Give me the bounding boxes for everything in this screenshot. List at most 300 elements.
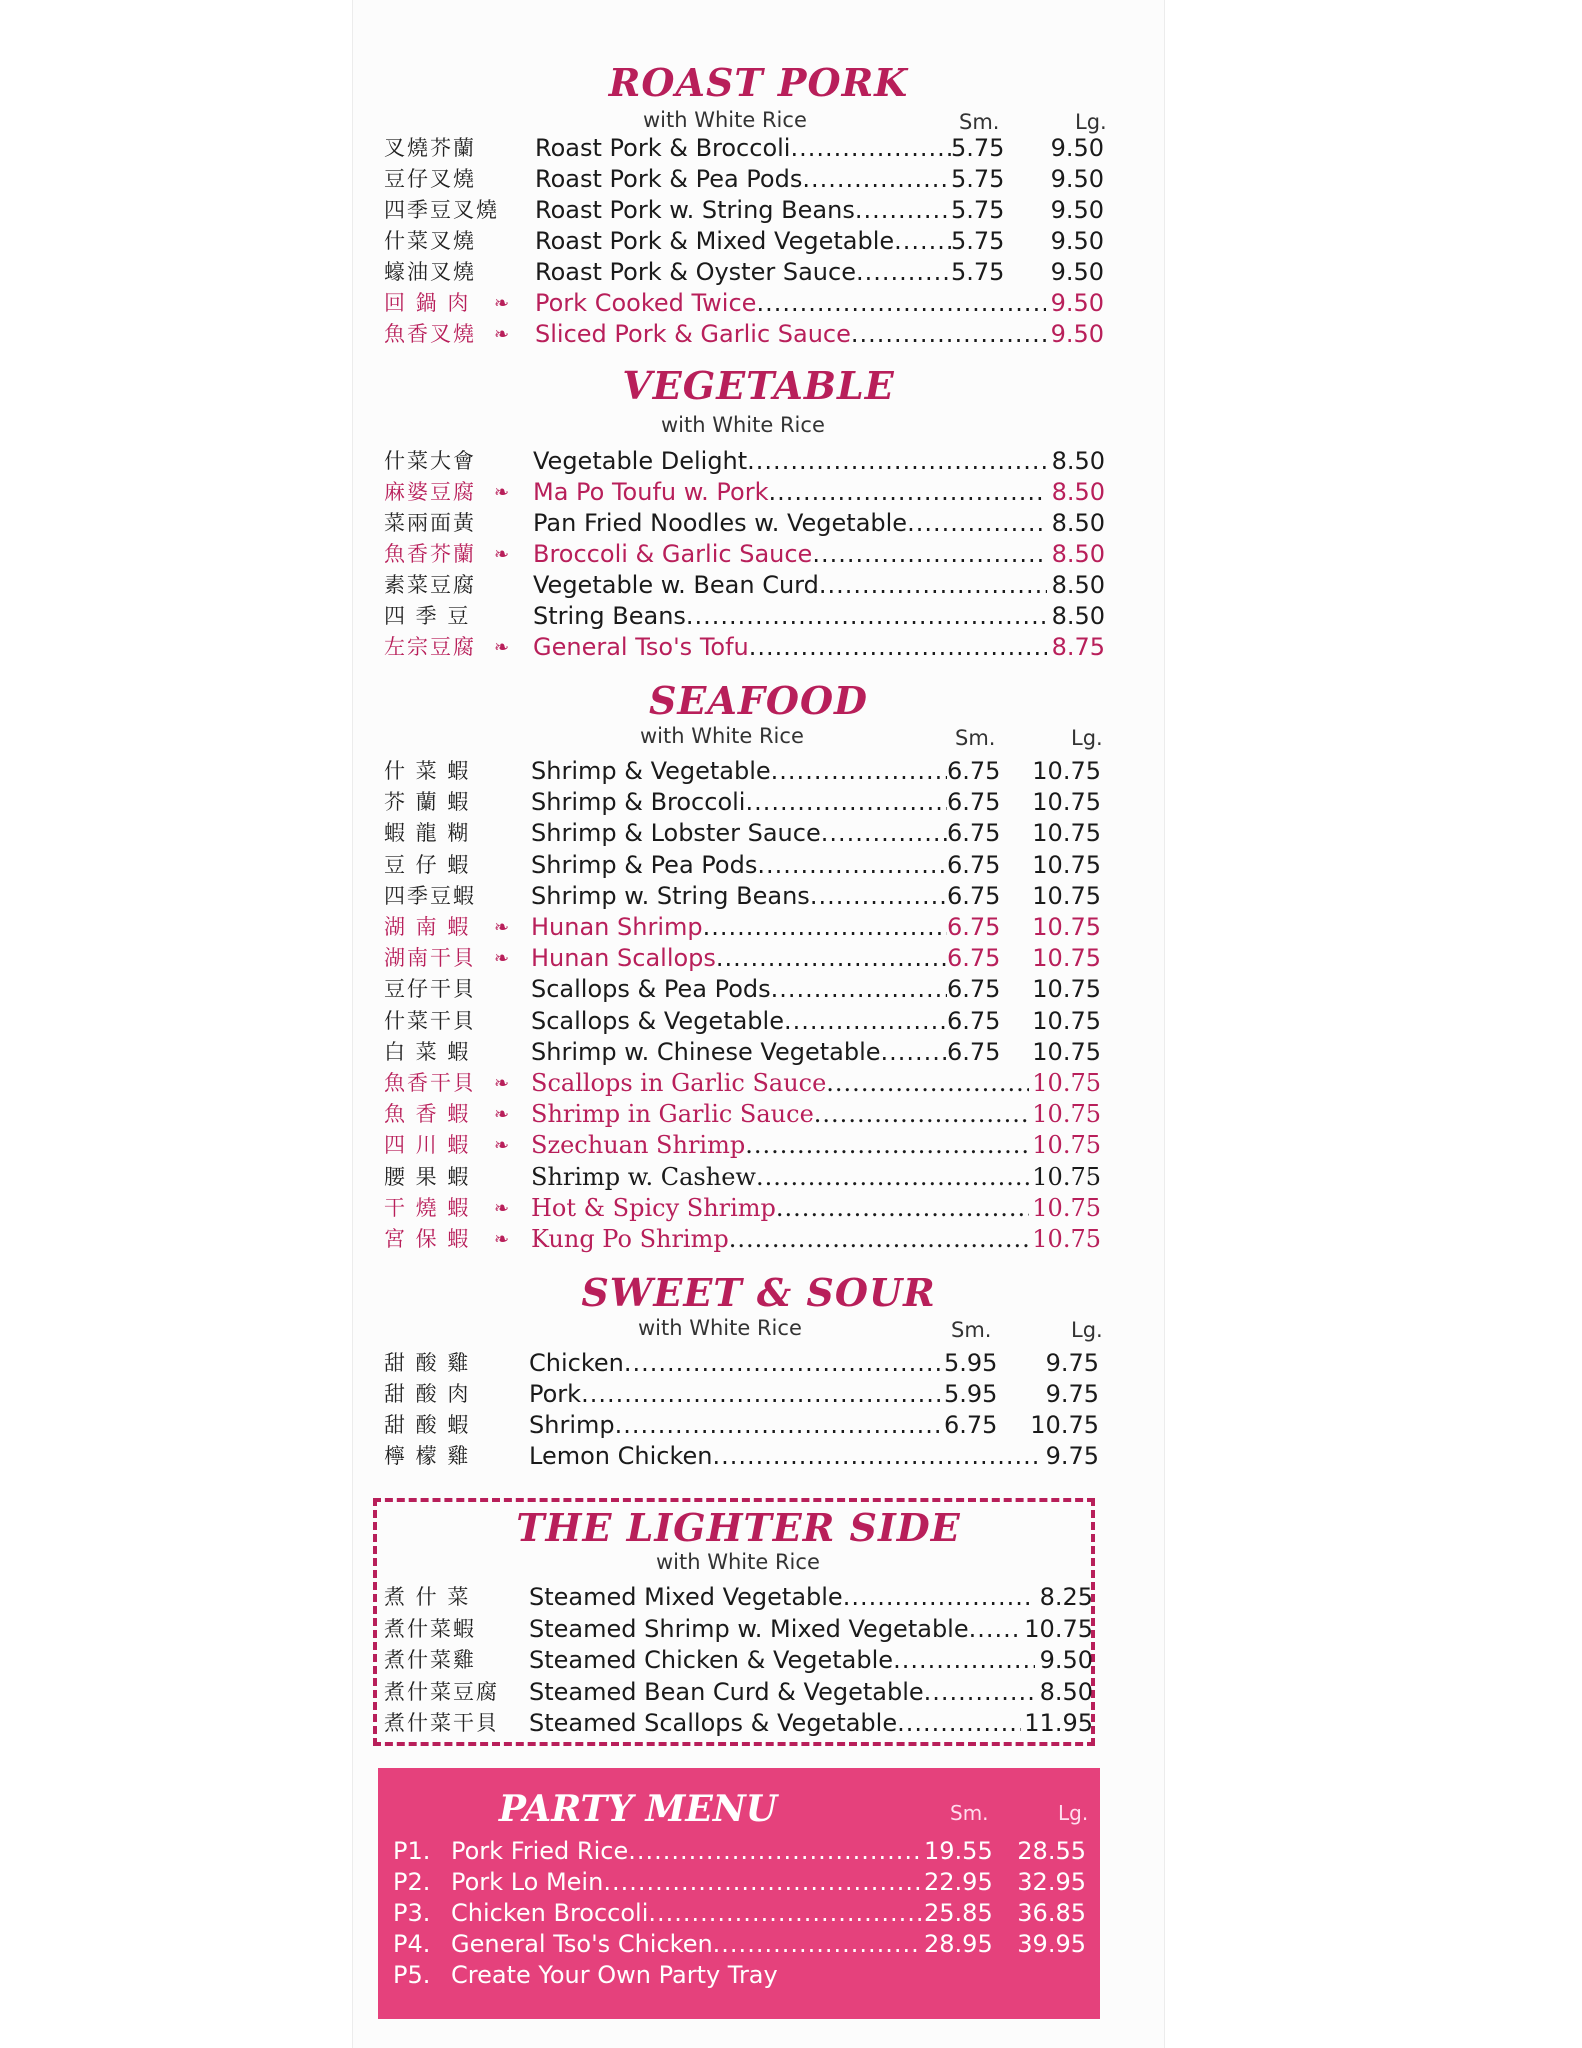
price-large: 10.75 <box>1032 881 1101 910</box>
item-name: Pork Cooked Twice <box>535 289 757 317</box>
dot-leader <box>686 601 1047 632</box>
col-header-sm: Sm. <box>955 726 996 750</box>
item-leader <box>533 601 1047 632</box>
chinese-name: 豆仔叉燒 <box>384 167 476 191</box>
price-large: 9.50 <box>1050 134 1104 162</box>
item-name: Sliced Pork & Garlic Sauce <box>535 320 851 348</box>
chinese-name: 魚香干貝 <box>384 1071 476 1095</box>
price-small: 5.75 <box>951 134 1005 162</box>
dot-leader <box>771 756 947 787</box>
menu-item-row <box>353 1130 1164 1161</box>
dot-leader <box>745 787 947 818</box>
dot-leader <box>881 1037 947 1068</box>
item-name: Hot & Spicy Shrimp <box>531 1193 776 1222</box>
item-leader <box>531 850 947 881</box>
price-small: 28.95 <box>924 1930 993 1958</box>
dot-leader <box>769 477 1048 508</box>
menu-item-row <box>353 632 1164 663</box>
price-small: 6.75 <box>944 1411 998 1439</box>
chinese-name: 煮什菜蝦 <box>384 1616 476 1641</box>
chinese-name: 素菜豆腐 <box>384 573 476 597</box>
item-leader <box>529 1645 1035 1676</box>
section-subtitle: with White Rice <box>640 724 804 748</box>
dot-leader <box>819 570 1047 601</box>
price-small: 6.75 <box>947 788 1001 817</box>
dot-leader <box>581 1379 944 1410</box>
menu-item-row <box>353 164 1164 195</box>
chinese-name: 豆 仔 蝦 <box>384 852 471 877</box>
price-small: 5.75 <box>951 258 1005 286</box>
dot-leader <box>747 446 1047 477</box>
item-leader <box>529 1677 1035 1708</box>
item-name: Scallops & Pea Pods <box>531 975 771 1004</box>
chinese-name: 四季豆叉燒 <box>384 198 499 222</box>
pepper-icon: ❧ <box>494 1104 510 1126</box>
chinese-name: 四 季 豆 <box>384 604 471 628</box>
price: 8.50 <box>1051 602 1105 630</box>
item-leader <box>531 912 947 943</box>
item-leader <box>531 974 947 1005</box>
chinese-name: 什菜叉燒 <box>384 229 476 253</box>
dot-leader <box>703 912 947 943</box>
menu-item-row <box>353 943 1164 974</box>
menu-item-row <box>353 1224 1164 1255</box>
dot-leader <box>821 818 947 849</box>
menu-item-row <box>353 226 1164 257</box>
menu-item-row <box>353 570 1164 601</box>
price-large: 10.75 <box>1032 1162 1101 1191</box>
price-small: 6.75 <box>947 913 1001 941</box>
section-subtitle: with White Rice <box>638 1316 802 1340</box>
col-header-lg: Lg. <box>1071 1318 1103 1342</box>
item-name: Shrimp & Pea Pods <box>531 850 758 879</box>
price-large: 9.50 <box>1050 227 1104 255</box>
menu-item-row <box>353 195 1164 226</box>
dot-leader <box>851 319 1046 350</box>
dot-leader <box>624 1348 944 1379</box>
price: 10.75 <box>1024 1614 1093 1643</box>
chinese-name: 什菜大會 <box>384 449 476 473</box>
section-title: THE LIGHTER SIDE <box>516 1505 961 1550</box>
chinese-name: 叉燒芥蘭 <box>384 136 476 160</box>
price: 8.50 <box>1051 571 1105 599</box>
item-leader <box>535 164 951 195</box>
price: 8.50 <box>1051 509 1105 537</box>
pepper-icon: ❧ <box>494 482 510 503</box>
chinese-name: 甜 酸 雞 <box>384 1351 471 1375</box>
menu-item-row <box>353 756 1164 787</box>
menu-item-row <box>353 1068 1164 1099</box>
item-leader <box>451 1929 921 1960</box>
item-name: Hunan Scallops <box>531 944 716 973</box>
price: 8.25 <box>1039 1583 1093 1611</box>
dot-leader <box>615 1410 944 1441</box>
item-name: Broccoli & Garlic Sauce <box>533 540 813 568</box>
price-small: 6.75 <box>947 757 1001 785</box>
dot-leader <box>894 226 951 257</box>
item-name: Shrimp w. Cashew <box>531 1162 756 1191</box>
item-name: Roast Pork & Broccoli <box>535 134 791 162</box>
item-leader <box>531 1162 1029 1193</box>
chinese-name: 煮什菜雞 <box>384 1648 476 1672</box>
menu-item-row <box>353 1193 1164 1224</box>
item-leader <box>533 632 1047 663</box>
item-name: Kung Po Shrimp <box>531 1225 729 1253</box>
price-large: 10.75 <box>1032 1100 1101 1129</box>
chinese-name: 左宗豆腐 <box>384 635 476 659</box>
dot-leader <box>784 1006 947 1037</box>
chinese-name: 甜 酸 蝦 <box>384 1413 471 1437</box>
item-leader <box>451 1960 1011 1991</box>
menu-item-row <box>353 539 1164 570</box>
dot-leader <box>628 1836 921 1867</box>
dot-leader <box>712 1441 1041 1472</box>
menu-item-row <box>353 288 1164 319</box>
price: 8.50 <box>1039 1677 1093 1706</box>
price: 8.50 <box>1051 540 1105 568</box>
party-item-row <box>378 1929 1100 1960</box>
price-large: 10.75 <box>1032 1037 1101 1066</box>
item-name: Hunan Shrimp <box>531 913 703 941</box>
item-name: Pan Fried Noodles w. Vegetable <box>533 509 908 537</box>
item-leader <box>451 1867 921 1898</box>
price-small: 5.95 <box>944 1380 998 1408</box>
price-large: 9.50 <box>1050 258 1104 286</box>
price-large: 36.85 <box>1017 1899 1086 1927</box>
price-small: 6.75 <box>947 850 1001 879</box>
price-large: 9.50 <box>1050 165 1104 193</box>
menu-item-row <box>353 1162 1164 1193</box>
price-large: 28.55 <box>1017 1837 1086 1865</box>
chinese-name: 魚 香 蝦 <box>384 1102 471 1127</box>
price-small: 5.95 <box>944 1349 998 1377</box>
party-item-number: P3. <box>393 1899 431 1927</box>
section-title: ROAST PORK <box>608 60 909 105</box>
chinese-name: 宮 保 蝦 <box>384 1227 471 1251</box>
item-name: Scallops in Garlic Sauce <box>531 1069 827 1097</box>
menu-item-row <box>353 974 1164 1005</box>
party-item-number: P5. <box>393 1961 431 1989</box>
dot-leader <box>810 881 947 912</box>
item-name: Shrimp w. Chinese Vegetable <box>531 1037 881 1066</box>
menu-item-row <box>353 477 1164 508</box>
price-large: 10.75 <box>1032 1131 1101 1160</box>
price-small: 6.75 <box>947 975 1001 1004</box>
price-small: 5.75 <box>951 196 1005 224</box>
dot-leader <box>648 1898 921 1929</box>
chinese-name: 湖 南 蝦 <box>384 915 471 939</box>
menu-item-row <box>353 508 1164 539</box>
menu-item-row <box>353 257 1164 288</box>
menu-item-row <box>353 1379 1164 1410</box>
price-small: 22.95 <box>924 1868 993 1896</box>
price-small: 5.75 <box>951 227 1005 255</box>
item-name: Vegetable Delight <box>533 447 748 475</box>
chinese-name: 四 川 蝦 <box>384 1133 471 1158</box>
item-leader <box>535 226 951 257</box>
menu-item-row <box>353 446 1164 477</box>
item-leader <box>451 1898 921 1929</box>
price-small: 25.85 <box>924 1899 993 1927</box>
price-large: 10.75 <box>1032 819 1101 848</box>
price-small: 6.75 <box>947 1037 1001 1066</box>
dot-leader <box>603 1867 921 1898</box>
item-name: Shrimp & Broccoli <box>531 788 746 817</box>
section-title: SWEET & SOUR <box>581 1270 936 1315</box>
pepper-icon: ❧ <box>494 1229 510 1250</box>
item-name: Steamed Mixed Vegetable <box>529 1583 843 1611</box>
menu-item-row <box>353 1410 1164 1441</box>
party-item-row <box>378 1867 1100 1898</box>
chinese-name: 豆仔干貝 <box>384 977 476 1002</box>
party-menu-title: PARTY MENU <box>498 1788 778 1830</box>
dot-leader <box>790 133 951 164</box>
dot-leader <box>757 850 947 881</box>
menu-item-row <box>353 1006 1164 1037</box>
chinese-name: 檸 檬 雞 <box>384 1444 471 1468</box>
price-large: 32.95 <box>1017 1868 1086 1896</box>
item-name: Steamed Shrimp w. Mixed Vegetable <box>529 1614 969 1643</box>
item-name: Roast Pork w. String Beans <box>535 196 855 224</box>
price-small: 6.75 <box>947 1006 1001 1035</box>
item-leader <box>535 288 1046 319</box>
menu-item-row <box>353 1708 1164 1739</box>
chinese-name: 煮什菜干貝 <box>384 1711 499 1735</box>
item-name: Roast Pork & Oyster Sauce <box>535 258 856 286</box>
price-large: 10.75 <box>1032 1225 1101 1253</box>
pepper-icon: ❧ <box>494 324 510 345</box>
col-header-lg: Lg. <box>1058 1801 1089 1825</box>
item-leader <box>529 1582 1035 1613</box>
price-small: 6.75 <box>947 819 1001 848</box>
chinese-name: 什 菜 蝦 <box>384 759 471 783</box>
menu-item-row <box>353 850 1164 881</box>
menu-item-row <box>353 1348 1164 1379</box>
item-name: Pork <box>529 1380 582 1408</box>
party-item-row <box>378 1960 1100 1991</box>
item-leader <box>531 881 947 912</box>
item-name: Ma Po Toufu w. Pork <box>533 478 769 506</box>
dot-leader <box>776 1193 1029 1224</box>
pepper-icon: ❧ <box>494 1135 510 1157</box>
menu-page <box>353 0 1164 2048</box>
price-large: 9.50 <box>1050 289 1104 317</box>
price-small: 6.75 <box>947 881 1001 910</box>
item-name: Szechuan Shrimp <box>531 1131 746 1160</box>
chinese-name: 芥 蘭 蝦 <box>384 790 471 815</box>
price: 8.50 <box>1051 478 1105 506</box>
price-large: 9.50 <box>1050 320 1104 348</box>
menu-item-row <box>353 1099 1164 1130</box>
menu-item-row <box>353 1582 1164 1613</box>
party-item-row <box>378 1836 1100 1867</box>
price-large: 10.75 <box>1032 944 1101 973</box>
item-leader <box>531 818 947 849</box>
item-leader <box>531 1224 1029 1255</box>
item-name: General Tso's Tofu <box>533 633 749 661</box>
item-leader <box>531 756 947 787</box>
item-name: Shrimp <box>529 1411 615 1439</box>
price: 8.75 <box>1051 633 1105 661</box>
item-leader <box>529 1348 944 1379</box>
item-name: Steamed Bean Curd & Vegetable <box>529 1677 924 1706</box>
dot-leader <box>802 164 951 195</box>
item-leader <box>531 1099 1029 1130</box>
item-leader <box>451 1836 921 1867</box>
chinese-name: 煮什菜豆腐 <box>384 1679 499 1704</box>
item-name: Steamed Scallops & Vegetable <box>529 1709 898 1737</box>
item-leader <box>531 1037 947 1068</box>
menu-item-row <box>353 133 1164 164</box>
item-leader <box>531 1130 1029 1161</box>
item-name: Steamed Chicken & Vegetable <box>529 1646 894 1674</box>
pepper-icon: ❧ <box>494 1073 510 1094</box>
item-leader <box>529 1441 1041 1472</box>
col-header-sm: Sm. <box>951 1318 992 1342</box>
price-large: 39.95 <box>1017 1930 1086 1958</box>
item-leader <box>533 508 1047 539</box>
dot-leader <box>897 1708 1021 1739</box>
dot-leader <box>814 1099 1029 1130</box>
item-leader <box>529 1410 944 1441</box>
price-large: 9.75 <box>1045 1380 1099 1408</box>
pepper-icon: ❧ <box>494 544 510 565</box>
pepper-icon: ❧ <box>494 1197 510 1219</box>
party-item-number: P1. <box>393 1837 431 1865</box>
chinese-name: 湖南干貝 <box>384 946 476 971</box>
dot-leader <box>843 1582 1035 1613</box>
dot-leader <box>771 974 947 1005</box>
price: 8.50 <box>1051 447 1105 475</box>
section-title: VEGETABLE <box>622 363 895 408</box>
dot-leader <box>812 539 1047 570</box>
price-large: 10.75 <box>1032 975 1101 1004</box>
item-leader <box>533 446 1047 477</box>
party-item-number: P4. <box>393 1930 431 1958</box>
item-name: Shrimp & Lobster Sauce <box>531 819 821 848</box>
price-large: 10.75 <box>1032 1069 1101 1097</box>
party-item-row <box>378 1898 1100 1929</box>
pepper-icon: ❧ <box>494 637 510 658</box>
pepper-icon: ❧ <box>494 948 510 970</box>
menu-item-row <box>353 818 1164 849</box>
party-item-name: Pork Lo Mein <box>451 1868 604 1896</box>
item-leader <box>529 1708 1021 1739</box>
menu-item-row <box>353 1677 1164 1708</box>
item-leader <box>531 943 947 974</box>
price-large: 9.75 <box>1045 1349 1099 1377</box>
section-subtitle: with White Rice <box>643 108 807 132</box>
item-leader <box>531 1193 1029 1224</box>
party-item-name: Chicken Broccoli <box>451 1899 649 1927</box>
dot-leader <box>716 943 947 974</box>
dot-leader <box>855 195 951 226</box>
menu-item-row <box>353 1037 1164 1068</box>
item-leader <box>533 570 1047 601</box>
party-item-name: Pork Fried Rice <box>451 1837 629 1865</box>
price-large: 10.75 <box>1032 757 1101 785</box>
item-leader <box>535 133 951 164</box>
chinese-name: 甜 酸 肉 <box>384 1382 471 1406</box>
item-leader <box>533 539 1047 570</box>
chinese-name: 四季豆蝦 <box>384 883 476 908</box>
col-header-lg: Lg. <box>1075 110 1107 134</box>
chinese-name: 腰 果 蝦 <box>384 1164 471 1189</box>
item-name: Vegetable w. Bean Curd <box>533 571 819 599</box>
price-large: 10.75 <box>1032 850 1101 879</box>
item-name: Scallops & Vegetable <box>531 1006 784 1035</box>
price-small: 6.75 <box>947 944 1001 973</box>
chinese-name: 什菜干貝 <box>384 1008 476 1033</box>
item-leader <box>531 1068 1029 1099</box>
chinese-name: 回 鍋 肉 <box>384 291 471 315</box>
item-name: Lemon Chicken <box>529 1442 713 1470</box>
menu-item-row <box>353 787 1164 818</box>
item-name: Chicken <box>529 1349 624 1377</box>
price-small: 5.75 <box>951 165 1005 193</box>
item-leader <box>529 1614 1021 1645</box>
section-subtitle: with White Rice <box>661 413 825 437</box>
dot-leader <box>713 1929 921 1960</box>
item-leader <box>535 195 951 226</box>
price: 9.50 <box>1039 1646 1093 1674</box>
chinese-name: 煮 什 菜 <box>384 1585 471 1609</box>
section-subtitle: with White Rice <box>656 1550 820 1574</box>
chinese-name: 麻婆豆腐 <box>384 480 476 504</box>
col-header-sm: Sm. <box>959 110 1000 134</box>
price: 11.95 <box>1024 1709 1093 1737</box>
dot-leader <box>756 288 1046 319</box>
chinese-name: 蠔油叉燒 <box>384 260 476 284</box>
item-leader <box>531 1006 947 1037</box>
chinese-name: 菜兩面黃 <box>384 511 476 535</box>
pepper-icon: ❧ <box>494 293 510 314</box>
price-large: 10.75 <box>1032 913 1101 941</box>
chinese-name: 干 燒 蝦 <box>384 1195 471 1220</box>
chinese-name: 白 菜 蝦 <box>384 1039 471 1064</box>
dot-leader <box>729 1224 1029 1255</box>
party-item-name: General Tso's Chicken <box>451 1930 713 1958</box>
dot-leader <box>756 1162 1029 1193</box>
item-name: Shrimp in Garlic Sauce <box>531 1100 814 1129</box>
dot-leader <box>745 1130 1029 1161</box>
party-item-name: Create Your Own Party Tray <box>451 1961 778 1989</box>
section-title: SEAFOOD <box>648 678 869 723</box>
chinese-name: 魚香芥蘭 <box>384 542 476 566</box>
price-large: 9.50 <box>1050 196 1104 224</box>
price-large: 10.75 <box>1032 1193 1101 1222</box>
col-header-lg: Lg. <box>1071 726 1103 750</box>
chinese-name: 魚香叉燒 <box>384 322 476 346</box>
menu-item-row <box>353 1441 1164 1472</box>
col-header-sm: Sm. <box>950 1801 989 1825</box>
item-leader <box>533 477 1047 508</box>
dot-leader <box>749 632 1047 663</box>
item-leader <box>535 257 951 288</box>
item-leader <box>531 787 947 818</box>
item-name: Shrimp & Vegetable <box>531 757 771 785</box>
menu-item-row <box>353 601 1164 632</box>
item-leader <box>529 1379 944 1410</box>
price-large: 10.75 <box>1032 788 1101 817</box>
price-small: 19.55 <box>924 1837 993 1865</box>
price-large: 9.75 <box>1045 1442 1099 1470</box>
pepper-icon: ❧ <box>494 917 510 938</box>
item-leader <box>535 319 1046 350</box>
item-name: Roast Pork & Mixed Vegetable <box>535 227 895 255</box>
menu-item-row <box>353 881 1164 912</box>
price-large: 10.75 <box>1032 1006 1101 1035</box>
